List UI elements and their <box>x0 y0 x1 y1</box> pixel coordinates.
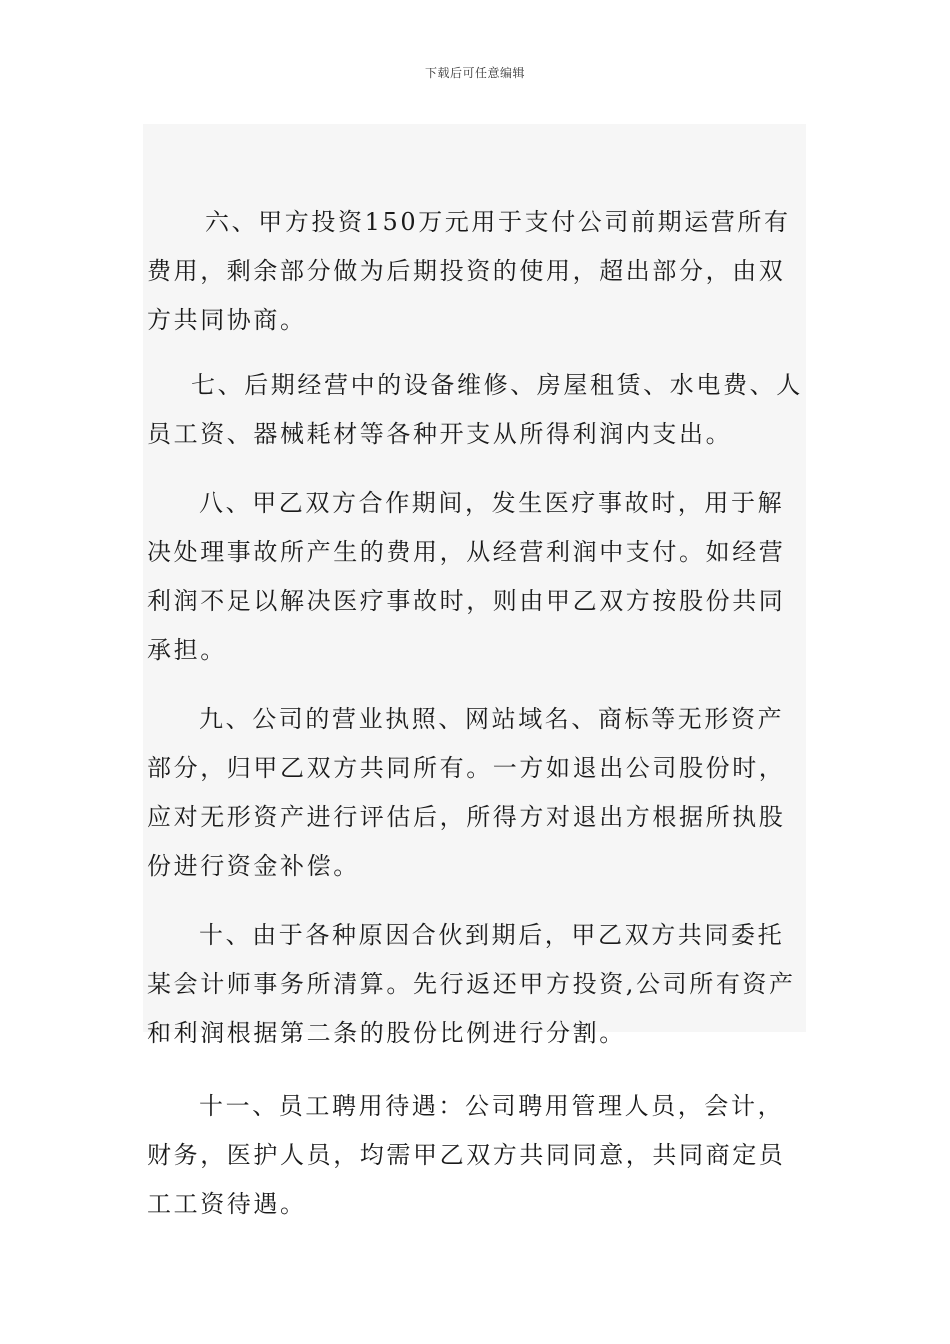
clause-8-paragraph: 八、甲乙双方合作期间，发生医疗事故时，用于解决处理事故所产生的费用，从经营利润中支付。如经营利润不足以解决医疗事故时，则由甲乙双方按股份共同承担。 <box>147 489 786 664</box>
clause-6-paragraph: 六、甲方投资150万元用于支付公司前期运营所有费用，剩余部分做为后期投资的使用，超出部分，由双方共同协商。 <box>147 208 791 334</box>
page-header: 下载后可任意编辑 <box>424 66 525 80</box>
clause-11-paragraph: 十一、员工聘用待遇：公司聘用管理人员，会计，财务，医护人员，均需甲乙双方共同同意，共同商定员工工资待遇。 <box>147 1092 786 1218</box>
document-body <box>147 198 807 1229</box>
clause-10-paragraph: 十、由于各种原因合伙到期后，甲乙双方共同委托某会计师事务所清算。先行返还甲方投资,公司所有资产和利润根据第二条的股份比例进行分割。 <box>147 921 796 1047</box>
clause-7-paragraph: 七、后期经营中的设备维修、房屋租赁、水电费、人员工资、器械耗材等各种开支从所得利润内支出。 <box>147 371 803 448</box>
clause-9-paragraph: 九、公司的营业执照、网站域名、商标等无形资产部分，归甲乙双方共同所有。一方如退出公司股份时，应对无形资产进行评估后，所得方对退出方根据所执股份进行资金补偿。 <box>147 705 786 880</box>
